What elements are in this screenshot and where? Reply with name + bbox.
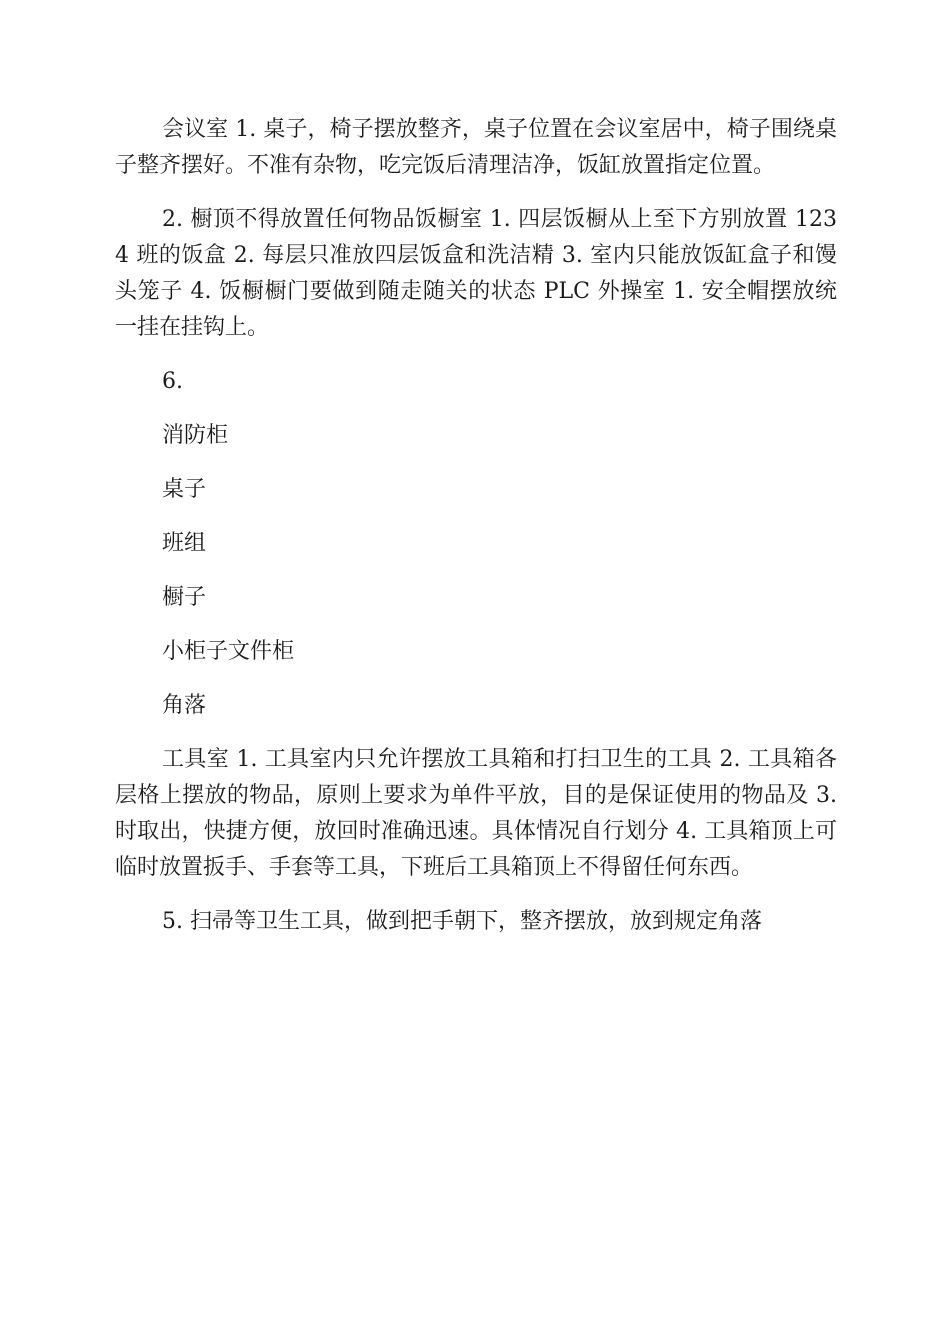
paragraph-cabinet-rules: 2. 橱顶不得放置任何物品饭橱室 1. 四层饭橱从上至下方别放置 1234 班的饭盒 2. 每层只准放四层饭盒和洗洁精 3. 室内只能放饭缸盒子和馒头笼子 4. 饭橱橱门要做到随走随关的状态 PLC 外操室 1. 安全帽摆放统一挂在挂钩上。 xyxy=(115,207,837,340)
document-body xyxy=(115,112,837,958)
paragraph-corner: 角落 xyxy=(162,693,207,718)
paragraph-tool-room: 工具室 1. 工具室内只允许摆放工具箱和打扫卫生的工具 2. 工具箱各层格上摆放的物品，原则上要求为单件平放，目的是保证使用的物品及 3. 时取出，快捷方便，放回时准确迅速。具体情况自行划分 4. 工具箱顶上可临时放置扳手、手套等工具，下班后工具箱顶上不得留任何东西。 xyxy=(115,747,837,880)
paragraph-cupboard: 橱子 xyxy=(162,585,207,610)
paragraph-meeting-room: 会议室 1. 桌子，椅子摆放整齐，桌子位置在会议室居中，椅子围绕桌子整齐摆好。不准有杂物，吃完饭后清理洁净，饭缸放置指定位置。 xyxy=(115,117,837,178)
paragraph-item-6: 6. xyxy=(162,369,183,394)
paragraph-table: 桌子 xyxy=(162,477,207,502)
paragraph-team: 班组 xyxy=(162,531,207,556)
paragraph-cleaning-tools: 5. 扫帚等卫生工具，做到把手朝下，整齐摆放，放到规定角落 xyxy=(162,909,762,934)
paragraph-fire-cabinet: 消防柜 xyxy=(162,423,229,448)
paragraph-file-cabinet: 小柜子文件柜 xyxy=(162,639,295,664)
